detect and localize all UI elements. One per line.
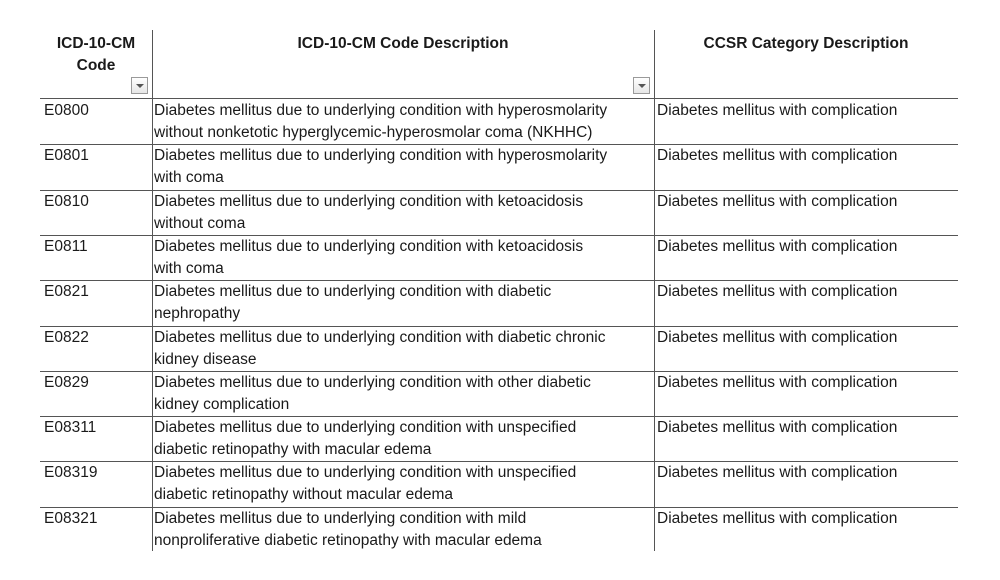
cell-description-line2[interactable]: with coma bbox=[154, 169, 224, 187]
cell-description-line1[interactable]: Diabetes mellitus due to underlying condition with ketoacidosis bbox=[154, 192, 584, 210]
cell-description-line1[interactable]: Diabetes mellitus due to underlying condition with diabetic chronic bbox=[154, 328, 606, 346]
header-description bbox=[152, 30, 654, 98]
header-ccsr-text: CCSR Category Description bbox=[703, 35, 909, 52]
cell-code[interactable]: E0801 bbox=[44, 147, 89, 165]
cell-description-line1[interactable]: Diabetes mellitus due to underlying condition with unspecified bbox=[154, 419, 577, 437]
cell-description-line2[interactable]: diabetic retinopathy without macular edema bbox=[154, 486, 453, 504]
table-row[interactable] bbox=[40, 416, 958, 461]
cell-ccsr[interactable]: Diabetes mellitus with complication bbox=[657, 419, 898, 437]
table-row[interactable] bbox=[40, 190, 958, 235]
cell-ccsr[interactable]: Diabetes mellitus with complication bbox=[657, 328, 898, 346]
table-row[interactable] bbox=[40, 507, 958, 552]
cell-description-line2[interactable]: kidney complication bbox=[154, 395, 290, 413]
cell-description-line2[interactable]: nephropathy bbox=[154, 305, 241, 323]
cell-description-line2[interactable]: without nonketotic hyperglycemic-hyperosmolar coma (NKHHC) bbox=[154, 124, 593, 141]
table-row[interactable] bbox=[40, 461, 958, 506]
header-code bbox=[40, 30, 152, 98]
cell-ccsr[interactable]: Diabetes mellitus with complication bbox=[657, 283, 898, 301]
cell-code[interactable]: E0829 bbox=[44, 373, 89, 391]
cell-description-line1[interactable]: Diabetes mellitus due to underlying condition with unspecified bbox=[154, 464, 577, 482]
cell-description-line2[interactable]: diabetic retinopathy with macular edema bbox=[154, 441, 432, 459]
header-description-text: ICD-10-CM Code Description bbox=[297, 35, 509, 52]
header-code-line1: ICD-10-CM bbox=[56, 35, 136, 52]
cell-description-line2[interactable]: kidney disease bbox=[154, 350, 257, 368]
cell-description-line1[interactable]: Diabetes mellitus due to underlying condition with ketoacidosis bbox=[154, 237, 584, 255]
cell-description-line2[interactable]: without coma bbox=[154, 214, 246, 232]
cell-code[interactable]: E0800 bbox=[44, 102, 89, 119]
table-row[interactable] bbox=[40, 280, 958, 325]
cell-code[interactable]: E0822 bbox=[44, 328, 89, 346]
cell-description-line2[interactable]: with coma bbox=[154, 259, 224, 277]
cell-description-line1[interactable]: Diabetes mellitus due to underlying condition with mild bbox=[154, 509, 527, 527]
cell-ccsr[interactable]: Diabetes mellitus with complication bbox=[657, 192, 898, 210]
filter-dropdown-description[interactable] bbox=[633, 77, 650, 94]
table-row[interactable] bbox=[40, 371, 958, 416]
cell-description-line1[interactable]: Diabetes mellitus due to underlying condition with other diabetic bbox=[154, 373, 591, 391]
cell-ccsr[interactable]: Diabetes mellitus with complication bbox=[657, 102, 898, 119]
cell-code[interactable]: E08319 bbox=[44, 464, 98, 482]
table-row[interactable] bbox=[40, 144, 958, 189]
table-row[interactable] bbox=[40, 235, 958, 280]
header-ccsr bbox=[654, 30, 958, 98]
cell-ccsr[interactable]: Diabetes mellitus with complication bbox=[657, 464, 898, 482]
cell-code[interactable]: E0810 bbox=[44, 192, 89, 210]
cell-description-line2[interactable]: nonproliferative diabetic retinopathy with macular edema bbox=[154, 531, 542, 549]
header-code-line2: Code bbox=[76, 57, 116, 74]
cell-code[interactable]: E08311 bbox=[44, 419, 97, 437]
cell-description-line1[interactable]: Diabetes mellitus due to underlying condition with hyperosmolarity bbox=[154, 102, 608, 119]
table-row[interactable] bbox=[40, 99, 958, 144]
cell-code[interactable]: E08321 bbox=[44, 509, 98, 527]
cell-description-line1[interactable]: Diabetes mellitus due to underlying condition with hyperosmolarity bbox=[154, 147, 608, 165]
cell-ccsr[interactable]: Diabetes mellitus with complication bbox=[657, 237, 898, 255]
cell-ccsr[interactable]: Diabetes mellitus with complication bbox=[657, 147, 898, 165]
cell-code[interactable]: E0811 bbox=[44, 237, 88, 255]
cell-description-line1[interactable]: Diabetes mellitus due to underlying condition with diabetic bbox=[154, 283, 552, 301]
filter-dropdown-code[interactable] bbox=[131, 77, 148, 94]
table-row[interactable] bbox=[40, 326, 958, 371]
cell-ccsr[interactable]: Diabetes mellitus with complication bbox=[657, 373, 898, 391]
cell-code[interactable]: E0821 bbox=[44, 283, 89, 301]
cell-ccsr[interactable]: Diabetes mellitus with complication bbox=[657, 509, 898, 527]
